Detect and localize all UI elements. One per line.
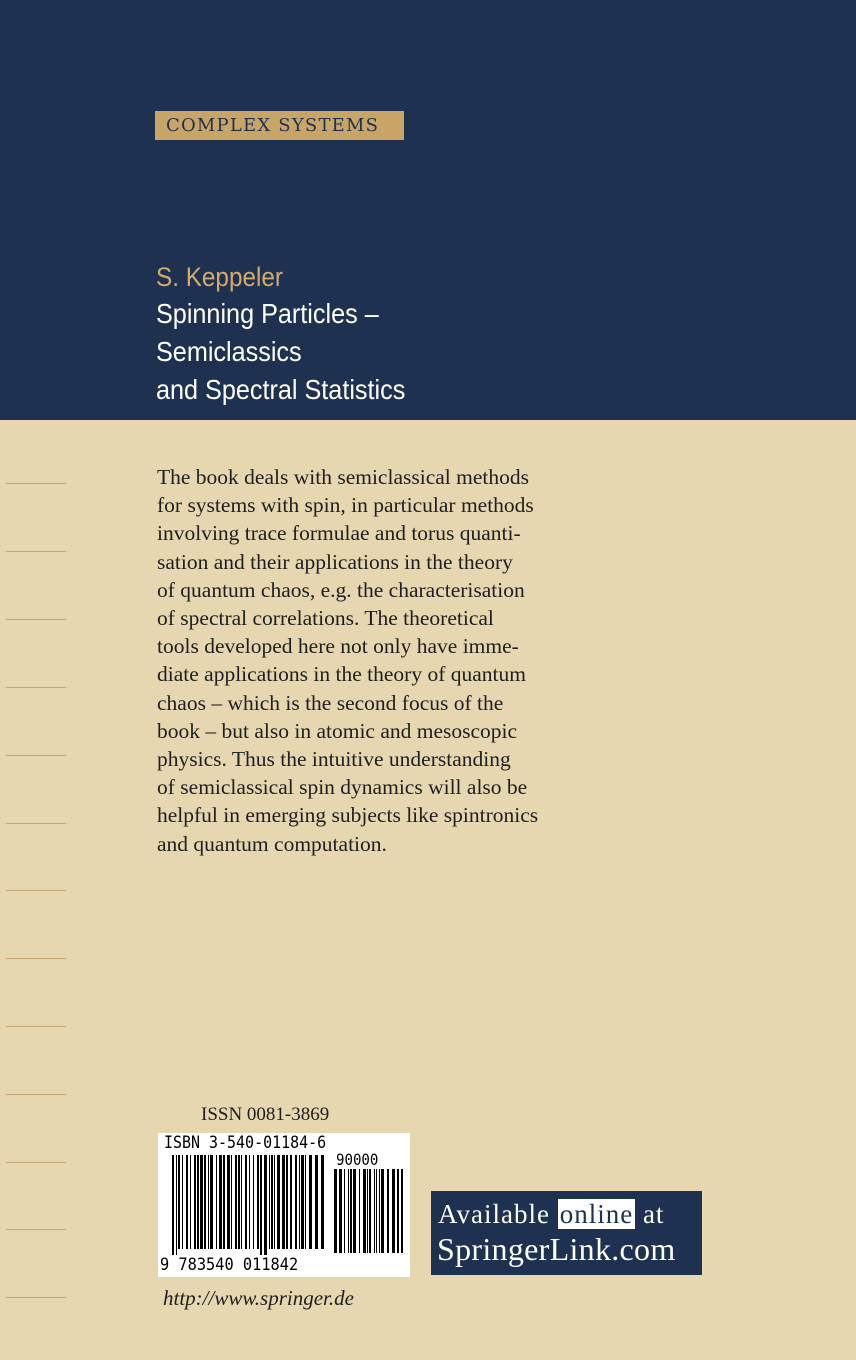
barcode-bar — [219, 1155, 222, 1249]
barcode-bar — [277, 1155, 280, 1249]
barcode-bar — [190, 1155, 191, 1249]
barcode-bar — [334, 1169, 337, 1253]
barcode-bar — [367, 1169, 368, 1253]
barcode-bar — [235, 1155, 237, 1249]
barcode-bar — [264, 1155, 267, 1255]
series-label: COMPLEX SYSTEMS — [155, 111, 404, 140]
barcode-bar — [260, 1155, 262, 1255]
margin-tick — [6, 1297, 66, 1298]
margin-tick — [6, 551, 66, 552]
barcode-bar — [227, 1155, 230, 1249]
publisher-url: http://www.springer.de — [163, 1286, 354, 1310]
barcode-bar — [241, 1155, 242, 1249]
book-title-line-2: Semiclassics — [156, 336, 302, 367]
cover-top-band — [0, 0, 856, 420]
barcode-bar — [197, 1155, 199, 1249]
barcode-bar — [315, 1155, 318, 1249]
barcode-bar — [269, 1155, 270, 1249]
available-online-text — [438, 1199, 664, 1230]
barcode-bar — [348, 1169, 349, 1253]
ean-number: 9 783540 011842 — [160, 1255, 299, 1275]
margin-tick — [6, 1094, 66, 1095]
barcode-bar — [249, 1155, 250, 1249]
barcode-bar — [216, 1155, 217, 1249]
margin-tick — [6, 755, 66, 756]
barcode-bar — [295, 1155, 297, 1249]
barcode-bar — [359, 1169, 360, 1253]
barcode-bar — [379, 1169, 380, 1253]
barcode-bar — [210, 1155, 213, 1249]
margin-tick — [6, 1026, 66, 1027]
margin-tick — [6, 958, 66, 959]
barcode-bar — [305, 1155, 306, 1249]
book-title-line-1: Spinning Particles – — [156, 298, 379, 329]
barcode-bar — [387, 1169, 389, 1253]
barcode-bar — [176, 1155, 177, 1255]
barcode-bar — [282, 1155, 285, 1249]
author-name: S. Keppeler — [156, 262, 283, 292]
margin-tick — [6, 687, 66, 688]
barcode-bar — [381, 1169, 384, 1253]
springerlink-name: SpringerLink.com — [437, 1231, 676, 1267]
barcode-bar — [339, 1169, 342, 1253]
book-description: The book deals with semiclassical methods for systems with spin, in particular methods involving trace formulae and torus quanti- sation and their applications in the theory of quantum chaos, e.g. the characterisation of spectral correlations. The theoretical tools developed here not only have imme- diate applications in the theory of quantum chaos – which is the second focus of the book – but also in atomic and mesoscopic physics. Thus the intuitive understanding of semiclassical spin dynamics will also be helpful in emerging subjects like spintronics and quantum computation. — [157, 465, 539, 856]
barcode-bar — [257, 1155, 259, 1249]
barcode-bar — [401, 1169, 403, 1253]
barcode-bar — [223, 1155, 225, 1249]
barcode-bar — [253, 1155, 254, 1249]
barcode-bar — [301, 1155, 304, 1249]
barcode-bar — [178, 1155, 180, 1249]
springerlink-badge — [431, 1191, 702, 1275]
barcode-bar — [286, 1155, 288, 1249]
barcode-bar — [392, 1169, 395, 1253]
barcode-bar — [397, 1169, 399, 1253]
barcode-bar — [376, 1169, 377, 1253]
barcode-bar — [350, 1169, 352, 1253]
at-text: at — [635, 1199, 665, 1229]
barcode-bar — [374, 1169, 375, 1253]
barcode-bar — [369, 1169, 371, 1253]
barcode-bar — [245, 1155, 247, 1249]
barcode-bar — [271, 1155, 273, 1249]
barcode-bar — [208, 1155, 209, 1249]
barcode-bar — [200, 1155, 203, 1249]
barcode-bar — [238, 1155, 240, 1249]
barcode-bar — [363, 1169, 366, 1253]
barcode-panel — [158, 1133, 410, 1277]
barcode-bar — [290, 1155, 292, 1249]
margin-tick — [6, 1162, 66, 1163]
isbn-label: ISBN 3-540-01184-6 — [164, 1133, 327, 1153]
barcode-bar — [204, 1155, 206, 1249]
margin-tick — [6, 823, 66, 824]
online-highlight: online — [559, 1199, 634, 1229]
barcode-bar — [299, 1155, 300, 1249]
barcode-bar — [231, 1155, 232, 1249]
barcode-bar — [344, 1169, 345, 1253]
margin-tick — [6, 1229, 66, 1230]
barcode-bar — [172, 1155, 174, 1255]
margin-tick — [6, 619, 66, 620]
book-title-line-3: and Spectral Statistics — [156, 374, 406, 405]
barcode-bar — [182, 1155, 183, 1249]
barcode-bar — [274, 1155, 275, 1249]
issn-number: ISSN 0081-3869 — [201, 1104, 330, 1125]
barcode-bar — [353, 1169, 356, 1253]
price-addon-code: 90000 — [336, 1150, 379, 1169]
barcode-bar — [309, 1155, 312, 1249]
margin-tick — [6, 890, 66, 891]
available-text: Available — [438, 1199, 558, 1229]
barcode-bar — [194, 1155, 196, 1249]
barcode-bar — [186, 1155, 188, 1249]
margin-tick — [6, 483, 66, 484]
barcode-bar — [321, 1155, 324, 1249]
